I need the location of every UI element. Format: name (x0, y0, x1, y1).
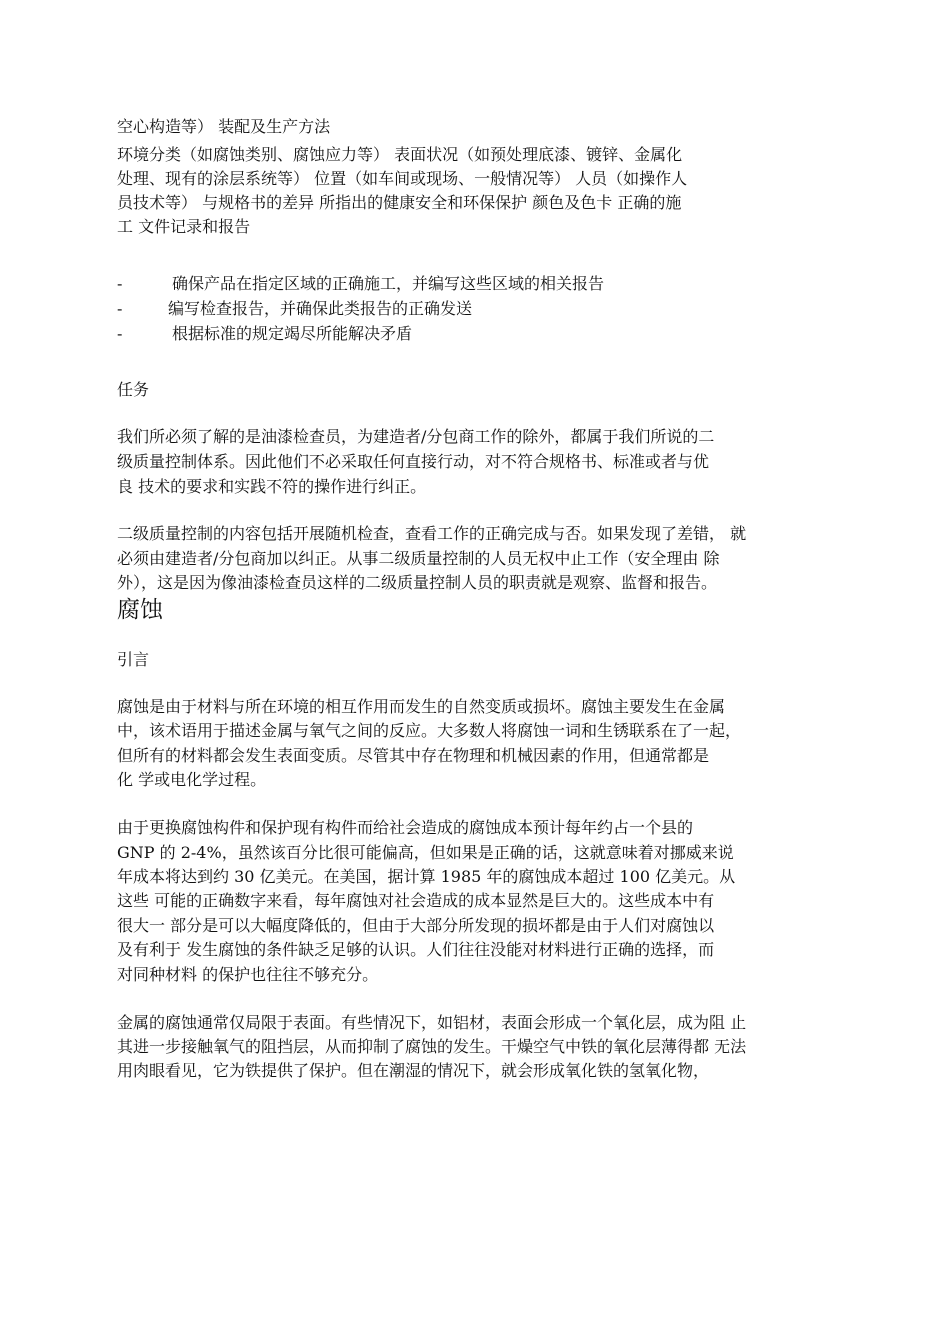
bullet-dash: - (117, 324, 123, 343)
intro-line-2: 环境分类（如腐蚀类别、腐蚀应力等） 表面状况（如预处理底漆、镀锌、金属化 (117, 145, 683, 164)
subheading-introduction: 引言 (117, 650, 150, 669)
corrosion-p1-line: 但所有的材料都会发生表面变质。尽管其中存在物理和机械因素的作用，但通常都是 (117, 746, 710, 765)
bullet-text: 根据标准的规定竭尽所能解决矛盾 (172, 324, 413, 343)
intro-line-4: 员技术等） 与规格书的差异 所指出的健康安全和环保保护 颜色及色卡 正确的施 (117, 193, 682, 212)
tasks-p1-line: 良 技术的要求和实践不符的操作进行纠正。 (117, 477, 427, 496)
corrosion-p2-line: 及有利于 发生腐蚀的条件缺乏足够的认识。人们往往没能对材料进行正确的选择，而 (117, 940, 715, 959)
bullet-dash: - (117, 299, 123, 318)
section-title-corrosion: 腐蚀 (117, 597, 163, 623)
corrosion-p2-line: 对同种材料 的保护也往往不够充分。 (117, 965, 379, 984)
intro-line-5: 工 文件记录和报告 (117, 217, 251, 236)
intro-line-3: 处理、现有的涂层系统等） 位置（如车间或现场、一般情况等） 人员（如操作人 (117, 169, 688, 188)
bullet-text: 确保产品在指定区域的正确施工，并编写这些区域的相关报告 (172, 274, 605, 293)
corrosion-p2-line: GNP 的 2-4%，虽然该百分比很可能偏高，但如果是正确的话，这就意味着对挪威来说 (117, 843, 734, 862)
corrosion-p1-line: 化 学或电化学过程。 (117, 770, 267, 789)
corrosion-p3-line: 金属的腐蚀通常仅局限于表面。有些情况下，如铝材，表面会形成一个氧化层，成为阻 止 (117, 1013, 747, 1032)
corrosion-p2-line: 这些 可能的正确数字来看，每年腐蚀对社会造成的成本显然是巨大的。这些成本中有 (117, 891, 715, 910)
intro-line-1: 空心构造等） 装配及生产方法 (117, 117, 331, 136)
corrosion-p3-line: 其进一步接触氧气的阻挡层，从而抑制了腐蚀的发生。干燥空气中铁的氧化层薄得都 无法 (117, 1037, 747, 1056)
tasks-p1-line: 我们所必须了解的是油漆检查员，为建造者/分包商工作的除外，都属于我们所说的二 (117, 427, 715, 446)
corrosion-p1-line: 中，该术语用于描述金属与氧气之间的反应。大多数人将腐蚀一词和生锈联系在了一起， (117, 721, 742, 740)
tasks-p2-line: 必须由建造者/分包商加以纠正。从事二级质量控制的人员无权中止工作（安全理由 除 (117, 549, 720, 568)
tasks-p1-line: 级质量控制体系。因此他们不必采取任何直接行动，对不符合规格书、标准或者与优 (117, 452, 710, 471)
corrosion-p2-line: 年成本将达到约 30 亿美元。在美国，据计算 1985 年的腐蚀成本超过 100 亿美元。从 (117, 867, 736, 886)
bullet-dash: - (117, 274, 123, 293)
tasks-p2-line: 二级质量控制的内容包括开展随机检查，查看工作的正确完成与否。如果发现了差错， 就 (117, 524, 747, 543)
corrosion-p2-line: 很大一 部分是可以大幅度降低的，但由于大部分所发现的损坏都是由于人们对腐蚀以 (117, 916, 715, 935)
corrosion-p2-line: 由于更换腐蚀构件和保护现有构件而给社会造成的腐蚀成本预计每年约占一个县的 (117, 818, 694, 837)
tasks-p2-line: 外），这是因为像油漆检查员这样的二级质量控制人员的职责就是观察、监督和报告。 (117, 573, 718, 592)
section-heading-tasks: 任务 (117, 380, 150, 399)
bullet-text: 编写检查报告，并确保此类报告的正确发送 (168, 299, 473, 318)
corrosion-p3-line: 用肉眼看见，它为铁提供了保护。但在潮湿的情况下，就会形成氧化铁的氢氧化物， (117, 1061, 710, 1080)
corrosion-p1-line: 腐蚀是由于材料与所在环境的相互作用而发生的自然变质或损坏。腐蚀主要发生在金属 (117, 697, 726, 716)
